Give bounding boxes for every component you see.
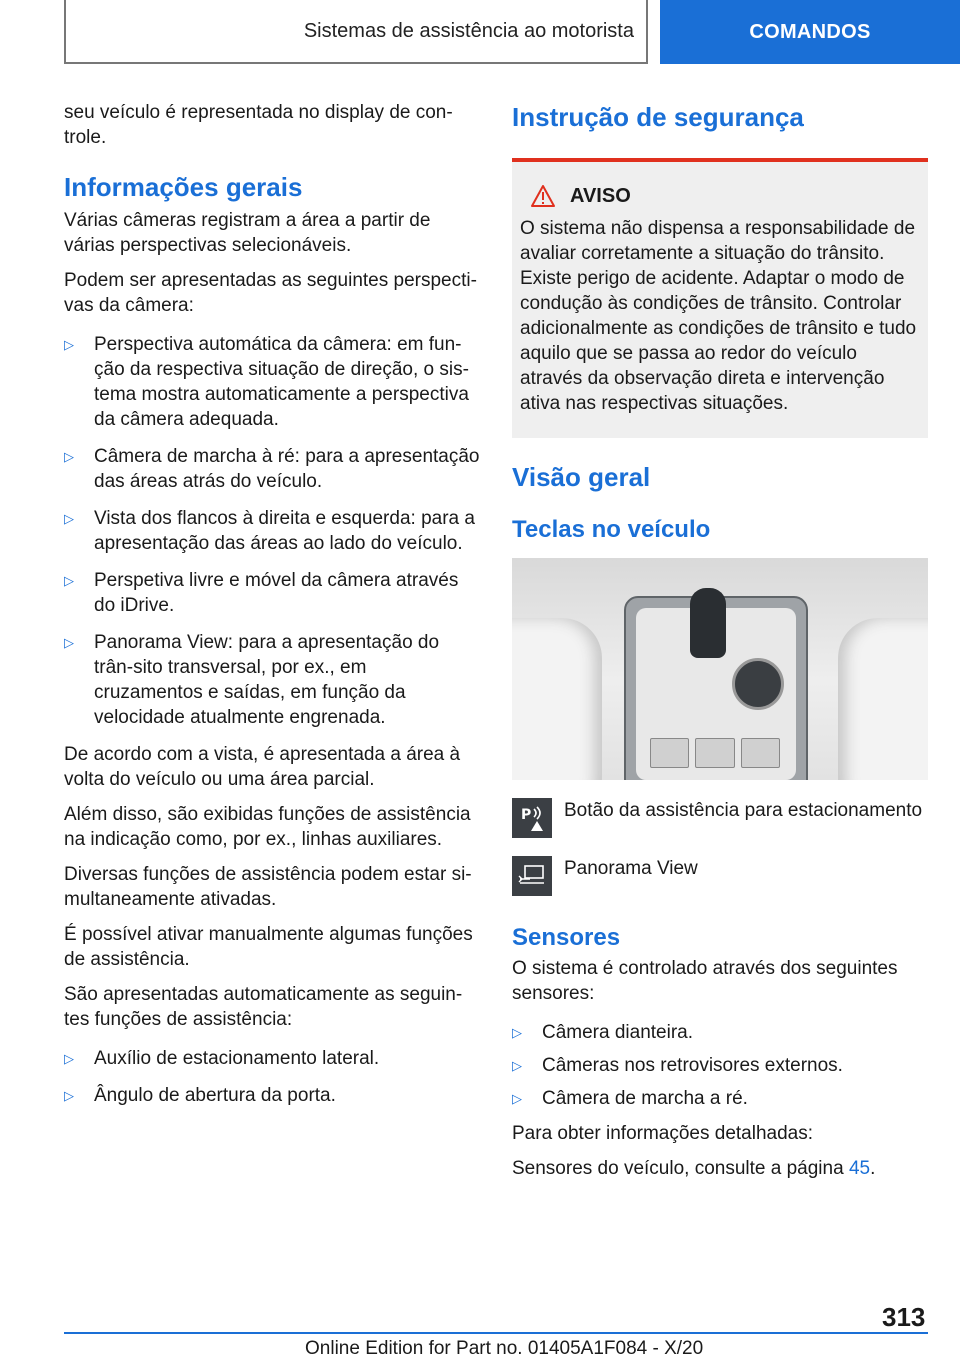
list-item: ▷ Auxílio de estacionamento lateral. (64, 1048, 380, 1069)
warning-box (512, 158, 928, 438)
idrive-controller (732, 658, 784, 710)
warning-title: AVISO (570, 184, 631, 207)
panorama-view-label: Panorama View (564, 858, 698, 879)
list-item: ▷ Câmeras nos retrovisores externos. (512, 1055, 843, 1076)
auto-functions-list (64, 1046, 480, 1108)
paragraph: Diversas funções de assistência podem estar si-multaneamente ativadas. (64, 864, 472, 910)
section-title-box (64, 0, 648, 64)
footer-divider (64, 1332, 928, 1334)
triangle-bullet-icon: ▷ (64, 1088, 74, 1103)
warning-text: O sistema não dispensa a responsabilidade de avaliar corretamente a situação do trânsito. Existe perigo de acidente. Adaptar o modo de condução às condições de trânsito. Controlar adicionalmente as condições de trânsito e tudo aquilo que se passa ao redor do veículo através da observação direta e intervenção ativa nas respectivas situações. (520, 218, 917, 414)
list-item: ▷ Perspetiva livre e móvel da câmera através do iDrive. (64, 570, 459, 616)
chapter-tab[interactable] (660, 0, 960, 64)
paragraph: Podem ser apresentadas as seguintes perspecti-vas da câmera: (64, 270, 477, 316)
heading-sensores: Sensores (512, 924, 621, 951)
triangle-bullet-icon: ▷ (64, 1051, 74, 1066)
seat-right (838, 618, 928, 780)
section-title: Sistemas de assistência ao motorista (303, 19, 634, 42)
right-column (512, 100, 928, 1191)
triangle-bullet-icon: ▷ (512, 1058, 522, 1073)
perspectives-list (64, 332, 480, 730)
center-console (624, 596, 808, 780)
list-item: ▷ Vista dos flancos à direita e esquerda: para a apresentação das áreas ao lado do veículo. (64, 508, 475, 554)
heading-teclas-veiculo: Teclas no veículo (512, 516, 711, 543)
paragraph: De acordo com a vista, é apresentada a área à volta do veículo ou uma área parcial. (64, 744, 461, 790)
triangle-bullet-icon: ▷ (64, 635, 74, 650)
park-assist-icon (512, 798, 552, 838)
paragraph: Para obter informações detalhadas: (512, 1123, 814, 1144)
park-assist-key (512, 798, 928, 838)
edition-text: Online Edition for Part no. 01405A1F084 - X/20 (305, 1338, 704, 1359)
triangle-bullet-icon: ▷ (64, 449, 74, 464)
triangle-bullet-icon: ▷ (64, 511, 74, 526)
left-column (64, 100, 480, 1120)
console-keys (650, 738, 780, 768)
warning-header (520, 184, 920, 208)
triangle-bullet-icon: ▷ (512, 1091, 522, 1106)
paragraph: Várias câmeras registram a área a partir de várias perspectivas selecionáveis. (64, 210, 431, 256)
seat-left (512, 618, 602, 780)
sensors-reference: Sensores do veículo, consulte a página 45. (512, 1158, 876, 1179)
panorama-view-key (512, 856, 928, 896)
list-item: ▷ Câmera dianteira. (512, 1022, 694, 1043)
paragraph: Além disso, são exibidas funções de assistência na indicação como, por ex., linhas auxiliares. (64, 804, 471, 850)
heading-instrucao-seguranca: Instrução de segurança (512, 102, 804, 132)
paragraph: São apresentadas automaticamente as seguin-tes funções de assistência: (64, 984, 463, 1030)
panorama-view-icon (512, 856, 552, 896)
svg-text:P: P (521, 807, 532, 823)
triangle-bullet-icon: ▷ (64, 337, 74, 352)
list-item: ▷ Câmera de marcha a ré. (512, 1088, 748, 1109)
chapter-tab-label: COMANDOS (749, 20, 871, 43)
page-link[interactable]: 45 (848, 1158, 871, 1179)
console-photo (512, 558, 928, 780)
gear-selector (690, 588, 726, 658)
heading-informacoes-gerais: Informações gerais (64, 172, 303, 202)
sensors-list (512, 1020, 928, 1111)
triangle-bullet-icon: ▷ (512, 1025, 522, 1040)
page-header (0, 0, 960, 66)
page-number: 313 (882, 1302, 926, 1332)
heading-visao-geral: Visão geral (512, 462, 651, 492)
list-item: ▷ Câmera de marcha à ré: para a apresentação das áreas atrás do veículo. (64, 446, 480, 492)
triangle-bullet-icon: ▷ (64, 573, 74, 588)
warning-triangle-icon (530, 184, 556, 208)
paragraph: O sistema é controlado através dos seguintes sensores: (512, 958, 898, 1004)
list-item: ▷ Ângulo de abertura da porta. (64, 1085, 336, 1106)
list-item: ▷ Panorama View: para a apresentação do trân-sito transversal, por ex., em cruzamentos e saídas, em função da velocidade atualmente engrenada. (64, 632, 440, 728)
list-item: ▷ Perspectiva automática da câmera: em fun-ção da respectiva situação de direção, o sis-tema mostra automaticamente a perspectiva da câmera adequada. (64, 334, 469, 430)
intro-text: seu veículo é representada no display de con- trole. (64, 102, 453, 148)
park-assist-label: Botão da assistência para estacionamento (564, 800, 923, 821)
paragraph: É possível ativar manualmente algumas funções de assistência. (64, 924, 473, 970)
